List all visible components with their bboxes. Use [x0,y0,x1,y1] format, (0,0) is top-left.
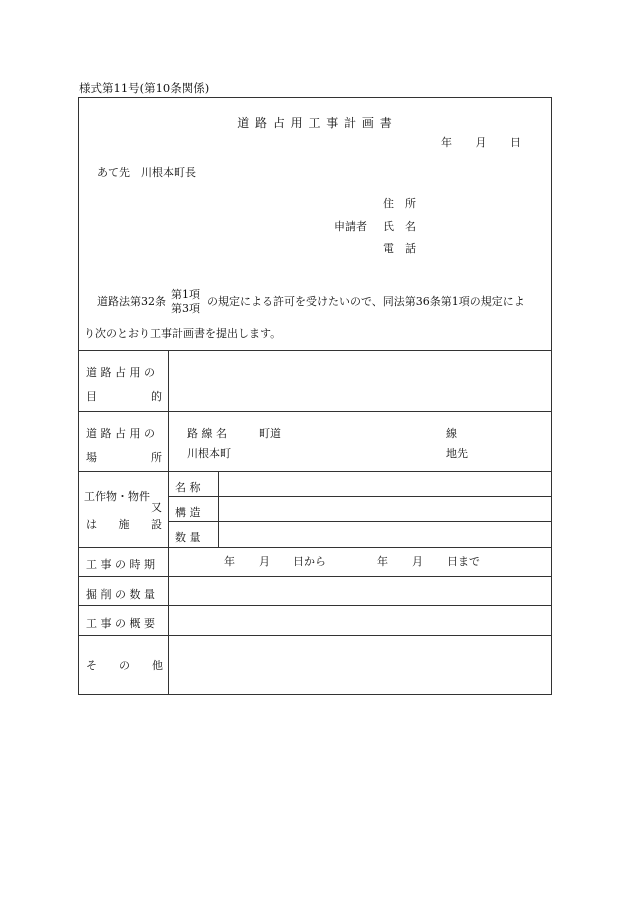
overview-input[interactable] [172,609,548,631]
purpose-label-line2: 目 的 [86,390,162,403]
divider-overview-bottom [78,635,552,636]
town-name: 川根本町 [187,447,231,460]
facility-name-label: 名 称 [175,481,201,494]
purpose-input[interactable] [172,356,548,406]
purpose-label-line1: 道 路 占 用 の [86,366,155,379]
facility-label-or: 又 [151,501,162,514]
form-number-label: 様式第11号(第10条関係) [79,81,210,95]
body-text-line2: り次のとおり工事計画書を提出します。 [84,327,282,340]
divider-excavation-bottom [78,605,552,606]
facility-quantity-input[interactable] [222,524,548,544]
other-label: そ の 他 [86,659,163,672]
location-label-line2: 場 所 [86,451,162,464]
route-type: 町道 [259,427,281,440]
excavation-label: 掘 削 の 数 量 [86,588,155,601]
route-suffix: 線 [446,427,457,440]
applicant-prefix: 申請者 [334,220,367,233]
date-line [441,137,521,148]
addressee: あて先 川根本町長 [97,166,196,179]
facility-name-input[interactable] [222,474,548,494]
divider-location-bottom [78,471,552,472]
divider-purpose-bottom [78,411,552,412]
facility-structure-label: 構 造 [175,506,201,519]
period-from-year[interactable]: 年 [224,555,235,568]
location-label-line1: 道 路 占 用 の [86,427,155,440]
body-text-line1: の規定による許可を受けたいので、同法第36条第1項の規定によ [207,295,525,308]
facility-quantity-label: 数 量 [175,531,201,544]
route-name-label: 路 線 名 [187,427,227,440]
other-input[interactable] [172,639,548,691]
period-to-day[interactable]: 日まで [447,555,480,568]
applicant-name-label: 氏 名 [383,220,416,233]
divider-header-bottom [78,350,552,351]
sub-label-column-divider [218,471,219,547]
period-label: 工 事 の 時 期 [86,558,155,571]
applicant-address-label: 住 所 [383,197,416,210]
applicant-phone-label: 電 話 [383,242,416,255]
excavation-input[interactable] [172,580,548,602]
period-to-year[interactable]: 年 [377,555,388,568]
overview-label: 工 事 の 概 要 [86,617,155,630]
area-suffix: 地先 [446,447,468,460]
document-title: 道 路 占 用 工 事 計 画 書 [237,116,393,130]
divider-name-bottom [168,496,552,497]
date-year[interactable]: 年 [441,136,452,149]
clause-choice [171,288,200,316]
law-reference: 道路法第32条 [97,295,166,308]
period-from-month[interactable]: 月 [259,555,270,568]
clause-option-1[interactable]: 第1項 [171,288,200,301]
period-from-day[interactable]: 日から [293,555,326,568]
facility-label-line1: 工作物・物件 [84,490,150,503]
period-to-month[interactable]: 月 [412,555,423,568]
facility-structure-input[interactable] [222,499,548,519]
clause-option-2[interactable]: 第3項 [171,302,200,315]
divider-period-bottom [78,576,552,577]
date-month[interactable]: 月 [475,136,487,149]
date-day[interactable]: 日 [510,136,521,149]
divider-facility-bottom [78,547,552,548]
facility-label-line2: は 施 設 [86,518,162,531]
divider-structure-bottom [168,521,552,522]
label-column-divider [168,350,169,695]
